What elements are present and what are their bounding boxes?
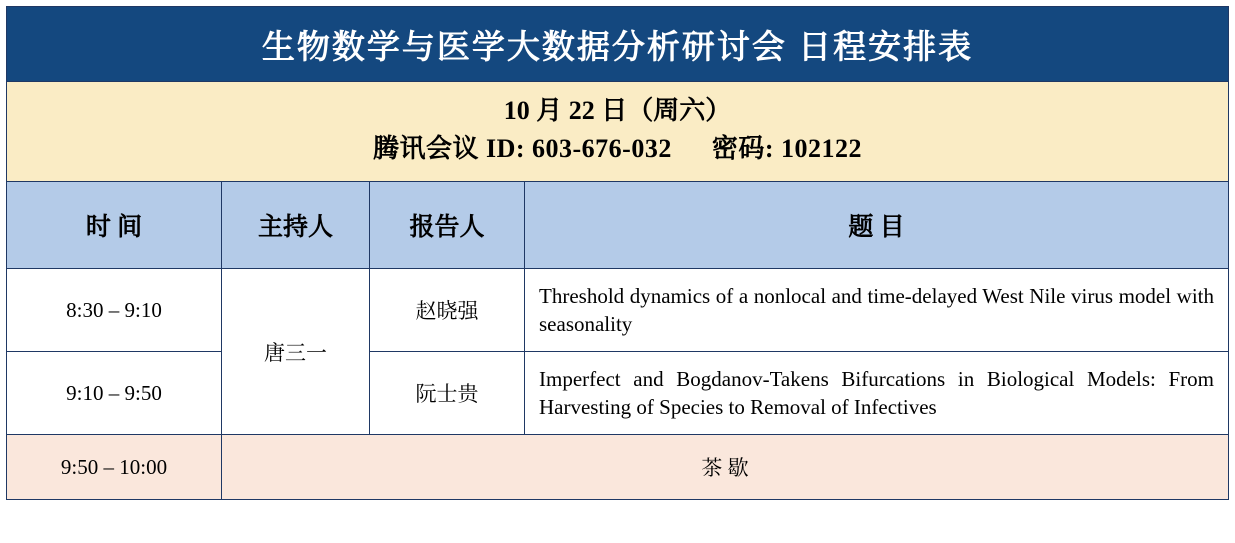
header-chair: 主持人 [222, 182, 370, 269]
table-row [7, 269, 1229, 352]
table-row [7, 352, 1229, 435]
row-time: 8:30 – 9:10 [7, 269, 222, 352]
break-label: 茶 歇 [222, 435, 1229, 500]
meeting-password: 密码: 102122 [711, 133, 863, 163]
schedule-table [6, 6, 1229, 500]
row-chair: 唐三一 [222, 269, 370, 435]
meeting-info-row [7, 82, 1229, 182]
meeting-date: 10 月 22 日（周六） [503, 96, 732, 125]
title-row [7, 7, 1229, 82]
header-time: 时 间 [7, 182, 222, 269]
break-row [7, 435, 1229, 500]
header-topic: 题 目 [525, 182, 1229, 269]
row-speaker: 赵晓强 [370, 269, 525, 352]
table-header-row [7, 182, 1229, 269]
meeting-id: 腾讯会议 ID: 603-676-032 [372, 133, 672, 163]
document-title: 生物数学与医学大数据分析研讨会 日程安排表 [7, 7, 1229, 82]
row-topic: Threshold dynamics of a nonlocal and time-delayed West Nile virus model with seasonality [525, 269, 1229, 352]
row-time: 9:10 – 9:50 [7, 352, 222, 435]
meeting-access [7, 130, 1228, 168]
row-topic: Imperfect and Bogdanov-Takens Bifurcations in Biological Models: From Harvesting of Species to Removal of Infectives [525, 352, 1229, 435]
break-time: 9:50 – 10:00 [7, 435, 222, 500]
row-speaker: 阮士贵 [370, 352, 525, 435]
meeting-info [7, 82, 1229, 182]
header-speaker: 报告人 [370, 182, 525, 269]
